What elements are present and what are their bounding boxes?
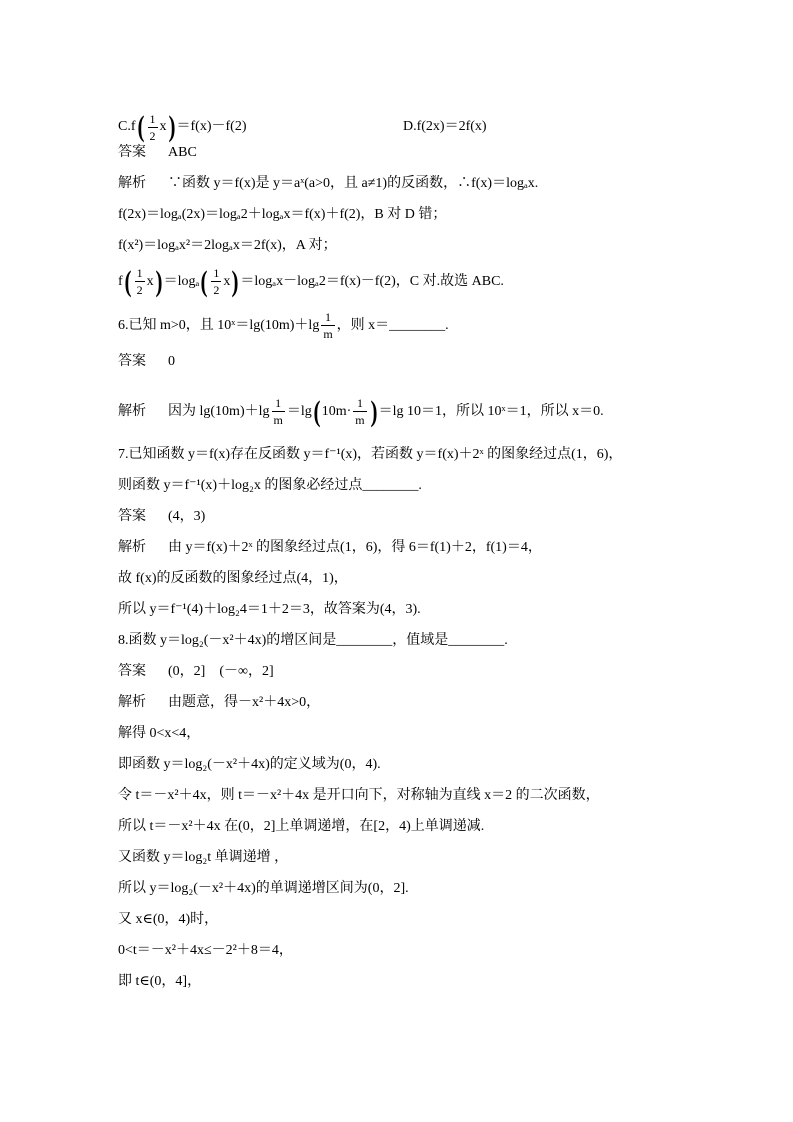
answer-8 xyxy=(118,661,718,683)
answer-tag: 答案 xyxy=(118,145,146,160)
solution-8-line-5: 所以 t＝－x²＋4x 在(0，2]上单调递增，在[2，4)上单调递减. xyxy=(118,819,485,834)
solution-tag: 解析 xyxy=(118,695,146,710)
solution-5-line-3: f(x²)＝logₐx²＝2logₐx＝2f(x)，A 对； xyxy=(118,238,337,253)
solution-6: 解析 因为 lg(10m)＋lg $\frac{1}{m}$ ＝lg( 10m· $\frac{1}{m}$ ) ＝lg 10＝1，所以 10ˣ＝1，所以 x＝0. xyxy=(118,392,718,432)
left-bracket: ( xyxy=(313,394,321,428)
answer-5 xyxy=(118,142,718,164)
answer-tag: 答案 xyxy=(118,509,146,524)
question-7-line-1: 7.已知函数 y＝f(x)存在反函数 y＝f⁻¹(x)，若函数 y＝f(x)＋2ˣ 的图象经过点(1，6)， xyxy=(118,447,623,462)
left-bracket: ( xyxy=(137,110,145,143)
solution-8-line-7: 所以 y＝log₂(－x²＋4x)的单调递增区间为(0，2]. xyxy=(118,881,409,896)
fraction-one-over-m: $\frac{1}{m}$ xyxy=(323,310,333,342)
solution-5-line-4: f( $\frac{1}{2}$ x) ＝logₐ( $\frac{1}{2}$ x) ＝logₐx－logₐ2＝f(x)－f(2)，C 对.故选 ABC. xyxy=(118,264,504,298)
solution-tag: 解析 xyxy=(118,176,146,191)
solution-5-line-1: 解析 ∵函数 y＝f(x)是 y＝aˣ(a>0，且 a≠1)的反函数，∴f(x)＝logₐx. xyxy=(118,173,718,195)
solution-7-line-1: 解析 由 y＝f(x)＋2ˣ 的图象经过点(1，6)，得 6＝f(1)＋2，f(1)＝4， xyxy=(118,537,718,559)
solution-8-line-3: 即函数 y＝log₂(－x²＋4x)的定义域为(0，4). xyxy=(118,757,381,772)
solution-8-line-8: 又 x∈(0，4)时， xyxy=(118,912,219,927)
answer-tag: 答案 xyxy=(118,354,146,369)
right-bracket: ) xyxy=(155,264,163,298)
question-6: 6.已知 m>0，且 10ˣ＝lg(10m)＋lg $\frac{1}{m}$ ，则 x＝________. xyxy=(118,310,449,342)
option-c-label: C. xyxy=(118,119,131,135)
answer-value: 0 xyxy=(168,354,175,369)
answer-value: ABC xyxy=(168,145,197,160)
right-bracket: ) xyxy=(168,110,176,143)
solution-8-line-2: 解得 0<x<4， xyxy=(118,726,201,741)
right-bracket: ) xyxy=(370,394,378,428)
option-d: D.f(2x)＝2f(x) xyxy=(403,119,487,134)
question-7-line-2: 则函数 y＝f⁻¹(x)＋log₂x 的图象必经过点________. xyxy=(118,478,422,493)
solution-tag: 解析 xyxy=(118,404,146,419)
left-bracket: ( xyxy=(124,264,132,298)
solution-8-line-10: 即 t∈(0，4]， xyxy=(118,974,202,989)
fraction-half: $\frac{1}{2}$ xyxy=(149,111,156,143)
solution-7-line-3: 所以 y＝f⁻¹(4)＋log₂4＝1＋2＝3，故答案为(4，3). xyxy=(118,602,421,617)
right-bracket: ) xyxy=(231,264,239,298)
solution-8-line-4: 令 t＝－x²＋4x，则 t＝－x²＋4x 是开口向下，对称轴为直线 x＝2 的二次函数， xyxy=(118,788,600,803)
solution-8-line-1: 解析 由题意，得－x²＋4x>0， xyxy=(118,692,718,714)
solution-8-line-9: 0<t＝－x²＋4x≤－2²＋8＝4， xyxy=(118,943,293,958)
solution-8-line-6: 又函数 y＝log₂t 单调递增 ， xyxy=(118,850,289,865)
solution-7-line-2: 故 f(x)的反函数的图象经过点(4，1)， xyxy=(118,571,348,586)
left-bracket: ( xyxy=(200,264,208,298)
solution-5-line-2: f(2x)＝logₐ(2x)＝logₐ2＋logₐx＝f(x)＋f(2)，B 对 D 错； xyxy=(118,207,447,222)
answer-tag: 答案 xyxy=(118,664,146,679)
option-c-f: f xyxy=(130,119,136,135)
option-c-rest: ＝f(x)－f(2) xyxy=(176,119,247,135)
solution-tag: 解析 xyxy=(118,540,146,555)
option-c-x: x xyxy=(159,119,167,135)
answer-7 xyxy=(118,506,718,528)
option-c xyxy=(118,112,247,142)
answer-value: (4，3) xyxy=(168,509,206,524)
answer-value: (0，2] (－∞，2] xyxy=(168,664,274,679)
question-8: 8.函数 y＝log₂(－x²＋4x)的增区间是________，值域是________. xyxy=(118,633,508,648)
answer-6 xyxy=(118,351,718,373)
